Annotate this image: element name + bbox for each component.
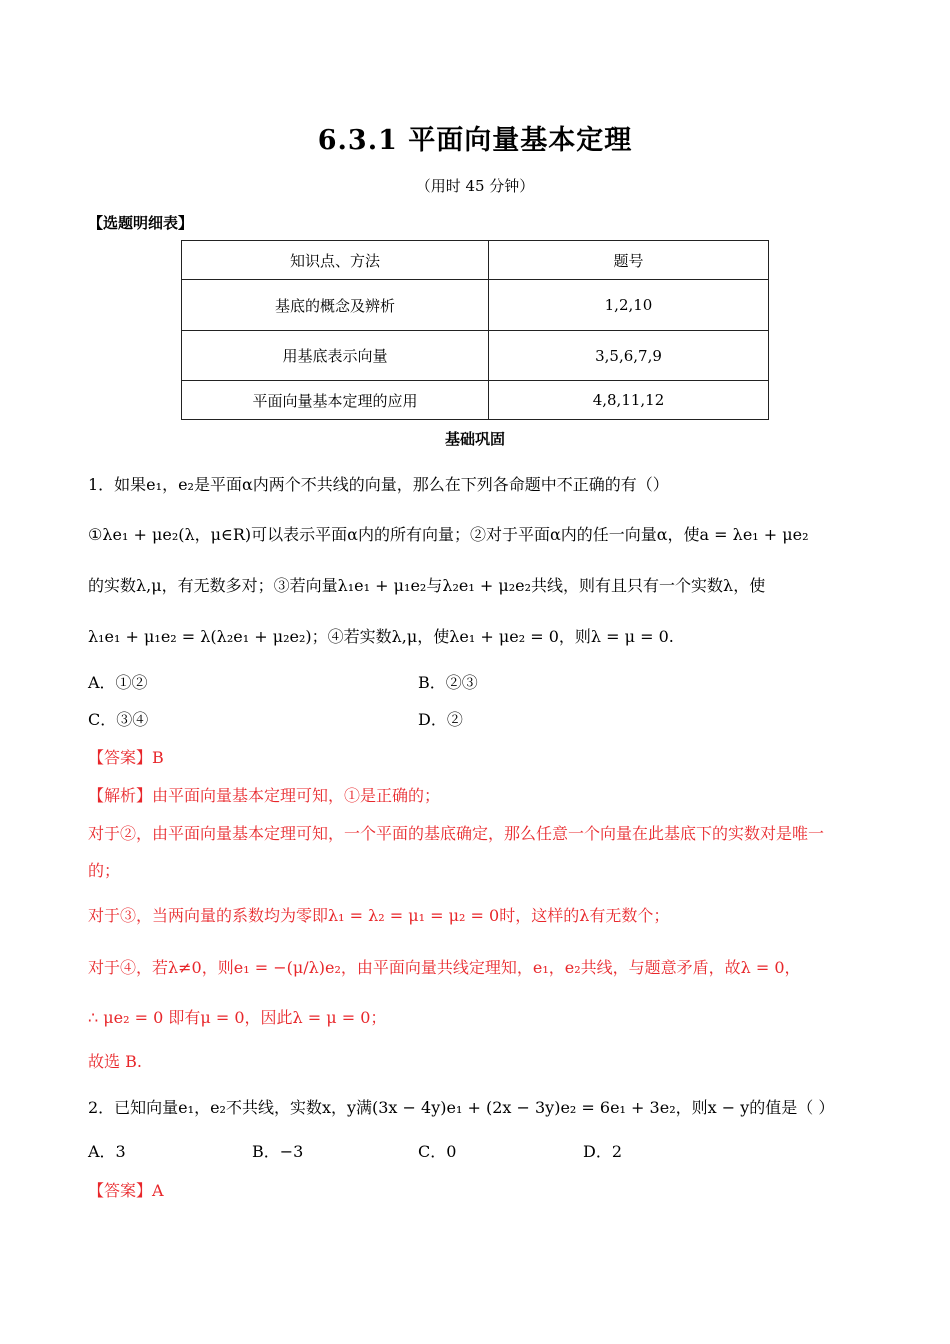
q1-analysis: 对于④，若λ≠0，则e₁ = −(μ/λ)e₂，由平面向量共线定理知，e₁，e₂共线，与题意矛盾，故λ = 0，	[88, 958, 801, 977]
table-header-cell: 知识点、方法	[182, 241, 489, 280]
q2-option-a: A．3	[88, 1142, 126, 1161]
section-heading: 【选题明细表】	[88, 214, 194, 232]
topic-table	[181, 240, 769, 420]
q1-analysis: 对于②，由平面向量基本定理可知，一个平面的基底确定，那么任意一个向量在此基底下的实数对是唯一	[88, 824, 825, 843]
q1-line: λ₁e₁ + μ₁e₂ = λ(λ₂e₁ + μ₂e₂)；④若实数λ,μ，使λe₁ + μe₂ = 0，则λ = μ = 0.	[88, 627, 674, 646]
table-cell: 平面向量基本定理的应用	[182, 381, 489, 420]
page-title: 6.3.1 平面向量基本定理	[317, 125, 633, 156]
q1-stem: 1．如果e₁，e₂是平面α内两个不共线的向量，那么在下列各命题中不正确的有（）	[88, 475, 669, 494]
q1-line: ①λe₁ + μe₂(λ，μ∈R)可以表示平面α内的所有向量；②对于平面α内的任一向量α，使a = λe₁ + μe₂	[88, 525, 809, 544]
q1-option-b: B．②③	[418, 673, 478, 692]
table-cell: 用基底表示向量	[182, 331, 489, 381]
table-row	[182, 381, 769, 420]
q1-analysis: ∴ μe₂ = 0 即有μ = 0，因此λ = μ = 0；	[88, 1008, 387, 1027]
table-cell: 基底的概念及辨析	[182, 280, 489, 331]
q2-answer: 【答案】A	[88, 1181, 164, 1200]
table-cell: 4,8,11,12	[489, 381, 769, 420]
q1-analysis: 【解析】由平面向量基本定理可知，①是正确的；	[88, 786, 441, 805]
time-note: （用时 45 分钟）	[415, 177, 535, 195]
table-row	[182, 280, 769, 331]
q2-option-c: C．0	[418, 1142, 457, 1161]
q1-analysis: 的；	[88, 861, 121, 880]
q2-stem: 2．已知向量e₁，e₂不共线，实数x，y满(3x − 4y)e₁ + (2x − 3y)e₂ = 6e₁ + 3e₂，则x − y的值是（ ）	[88, 1098, 835, 1117]
table-row	[182, 331, 769, 381]
q2-option-d: D．2	[583, 1142, 623, 1161]
q1-option-a: A．①②	[88, 673, 148, 692]
q1-option-d: D．②	[418, 710, 463, 729]
q1-answer: 【答案】B	[88, 748, 164, 767]
q2-option-b: B．−3	[252, 1142, 304, 1161]
table-header-row	[182, 241, 769, 280]
table-cell: 3,5,6,7,9	[489, 331, 769, 381]
table-header-cell: 题号	[489, 241, 769, 280]
q1-line: 的实数λ,μ，有无数多对；③若向量λ₁e₁ + μ₁e₂与λ₂e₁ + μ₂e₂共线，则有且只有一个实数λ，使	[88, 576, 766, 595]
section-subtitle: 基础巩固	[444, 430, 505, 448]
q1-analysis: 对于③，当两向量的系数均为零即λ₁ = λ₂ = μ₁ = μ₂ = 0时，这样的λ有无数个；	[88, 906, 670, 925]
table-cell: 1,2,10	[489, 280, 769, 331]
q1-option-c: C．③④	[88, 710, 149, 729]
q1-analysis: 故选 B.	[88, 1052, 142, 1071]
